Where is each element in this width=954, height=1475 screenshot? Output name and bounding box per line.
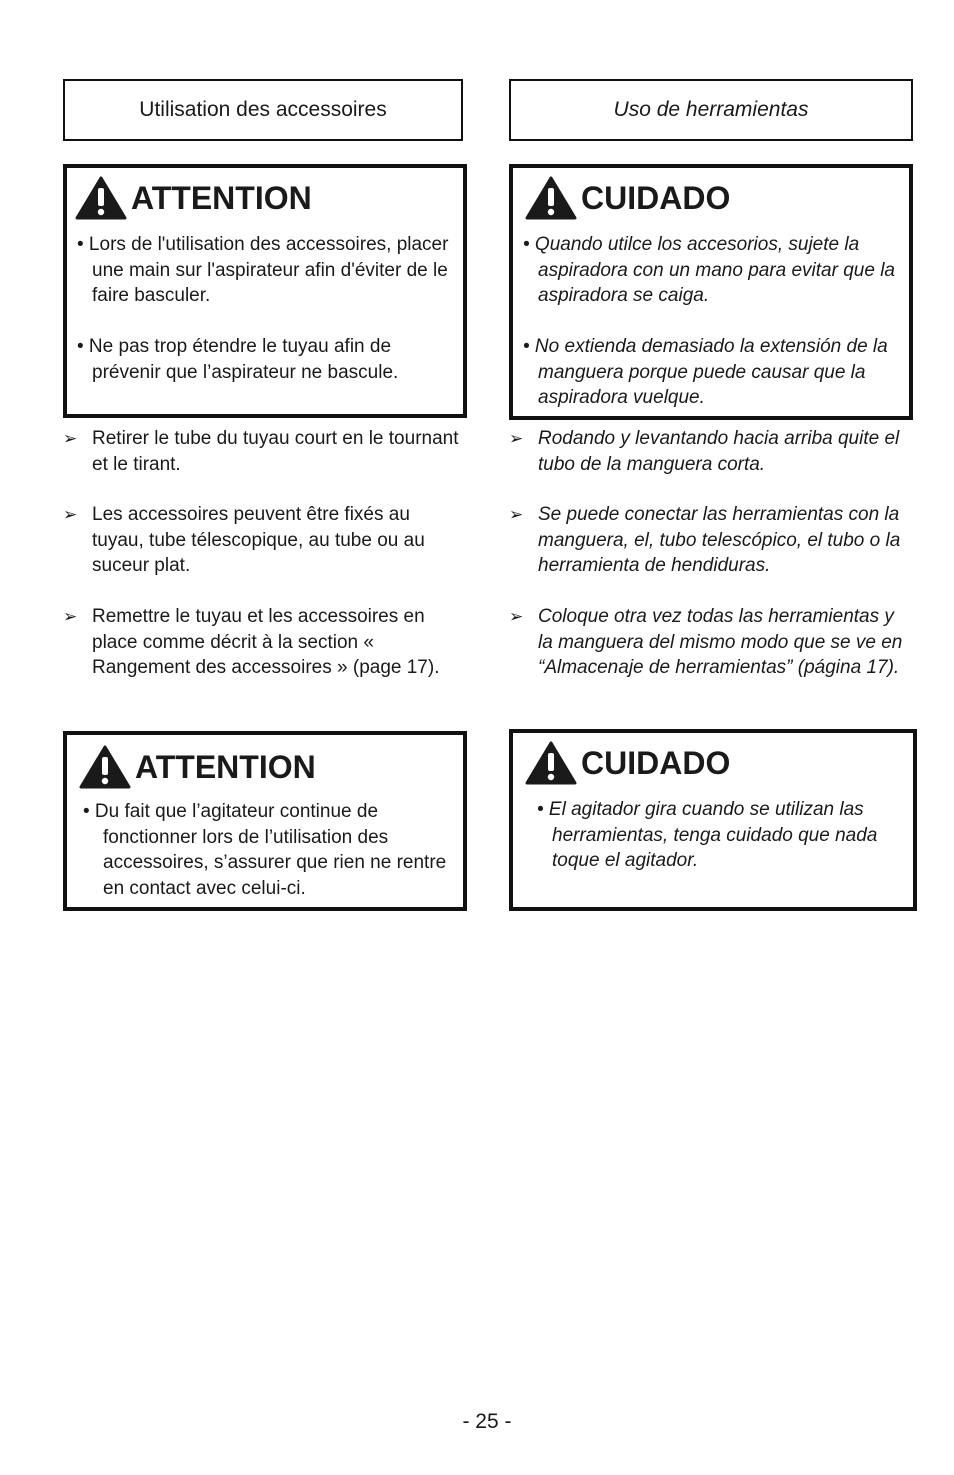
cuidado-bullet-1: • Quando utilce los accesorios, sujete la aspiradora con un mano para evitar que la aspiradora se caiga. bbox=[523, 234, 896, 306]
warning-triangle-icon bbox=[525, 741, 577, 785]
warning-triangle-icon bbox=[75, 176, 127, 220]
step-text: Rodando y levantando hacia arriba quite el tubo de la manguera corta. bbox=[538, 428, 900, 475]
step-text: Retirer le tube du tuyau court en le tournant et le tirant. bbox=[92, 428, 459, 475]
attention-box-2 bbox=[63, 731, 467, 911]
attention-box-1 bbox=[63, 164, 467, 418]
step-2 bbox=[63, 502, 463, 579]
step-2 bbox=[509, 502, 913, 579]
attention-header bbox=[75, 176, 312, 220]
cuidado-header bbox=[525, 741, 730, 785]
step-text: Remettre le tuyau et les accessoires en place comme décrit à la section « Rangement des accessoires » (page 17). bbox=[92, 606, 440, 678]
arrow-marker: ➢ bbox=[63, 607, 78, 626]
attention-bullet-2: • Ne pas trop étendre le tuyau afin de prévenir que l’aspirateur ne bascule. bbox=[77, 336, 399, 383]
cuidado-heading: CUIDADO bbox=[581, 180, 731, 216]
cuidado-heading: CUIDADO bbox=[581, 745, 731, 781]
warning-triangle-icon bbox=[79, 745, 131, 789]
cuidado-header bbox=[525, 176, 730, 220]
cuidado-box-2 bbox=[509, 729, 917, 911]
step-3 bbox=[63, 604, 463, 681]
arrow-marker: ➢ bbox=[509, 607, 524, 626]
attention-bullet-1: • Lors de l'utilisation des accessoires, placer une main sur l'aspirateur afin d'éviter de le faire basculer. bbox=[77, 234, 449, 306]
step-text: Se puede conectar las herramientas con la manguera, el, tubo telescópico, el tubo o la herramienta de hendiduras. bbox=[538, 504, 901, 576]
step-text: Les accessoires peuvent être fixés au tuyau, tube télescopique, au tube ou au suceur plat. bbox=[92, 504, 425, 576]
arrow-marker: ➢ bbox=[63, 505, 78, 524]
cuidado-bullet-2: • No extienda demasiado la extensión de la manguera porque puede causar que la aspiradora vuelque. bbox=[523, 336, 888, 408]
arrow-marker: ➢ bbox=[509, 505, 524, 524]
step-1 bbox=[509, 426, 913, 477]
arrow-marker: ➢ bbox=[509, 429, 524, 448]
cuidado-box-1 bbox=[509, 164, 913, 420]
cuidado-bullet-1: • El agitador gira cuando se utilizan las herramientas, tenga cuidado que nada toque el agitador. bbox=[537, 799, 878, 871]
step-text: Coloque otra vez todas las herramientas y la manguera del mismo modo que se ve en “Almacenaje de herramientas” (página 17). bbox=[538, 606, 903, 678]
warning-triangle-icon bbox=[525, 176, 577, 220]
section-title-french: Utilisation des accessoires bbox=[63, 79, 463, 141]
attention-heading: ATTENTION bbox=[135, 749, 316, 785]
page-number: - 25 - bbox=[462, 1410, 512, 1433]
arrow-marker: ➢ bbox=[63, 429, 78, 448]
attention-header bbox=[79, 745, 316, 789]
attention-heading: ATTENTION bbox=[131, 180, 312, 216]
section-title-spanish: Uso de herramientas bbox=[509, 79, 913, 141]
attention-bullet-1: • Du fait que l’agitateur continue de fonctionner lors de l’utilisation des accessoires, s’assurer que rien ne rentre en contact avec celui-ci. bbox=[83, 801, 447, 899]
step-3 bbox=[509, 604, 913, 681]
step-1 bbox=[63, 426, 463, 477]
